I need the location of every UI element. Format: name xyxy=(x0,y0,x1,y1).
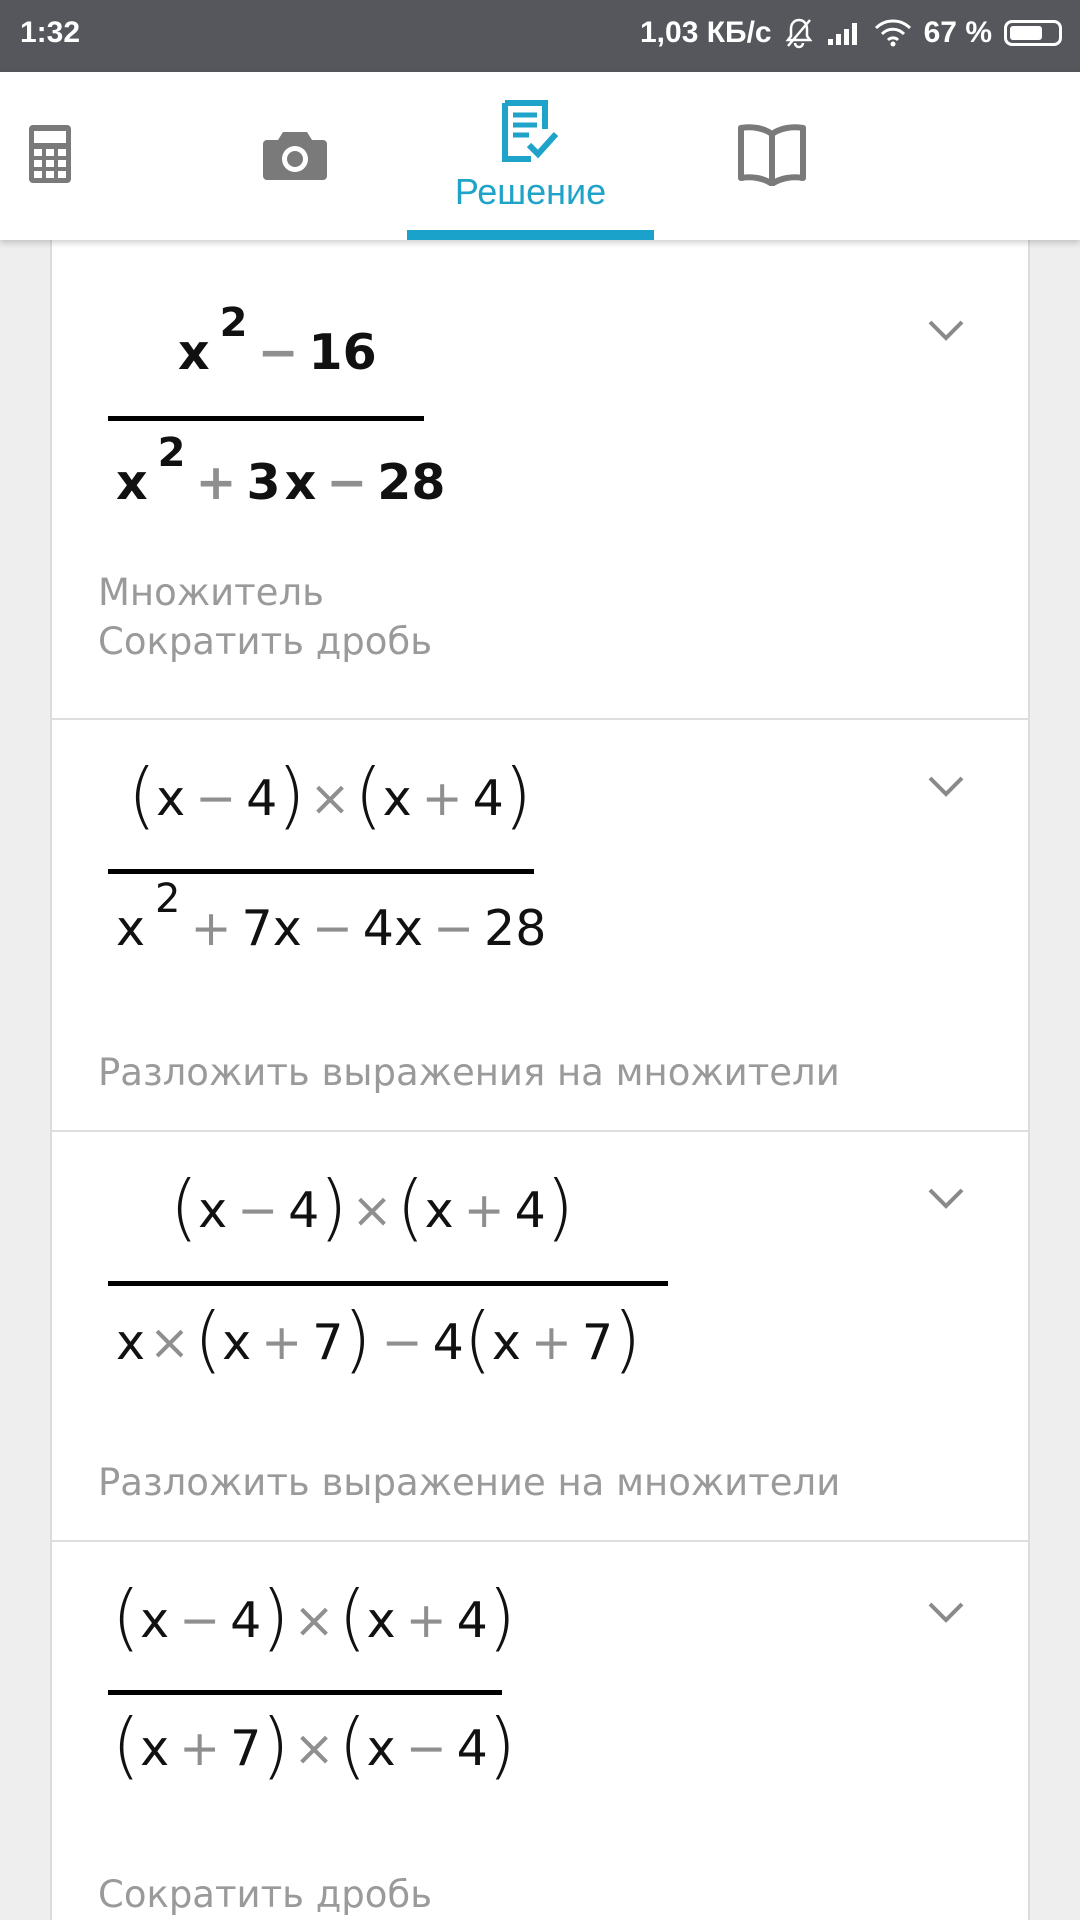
step-description-line: Разложить выражения на множители xyxy=(98,1051,840,1094)
math-token: ( xyxy=(112,1703,141,1787)
status-time: 1:32 xyxy=(20,16,81,49)
step-numerator xyxy=(112,1575,516,1659)
math-token: 7 xyxy=(581,1313,614,1371)
tab-bar xyxy=(0,72,1080,240)
calculator-icon xyxy=(27,123,73,189)
math-token: 28 xyxy=(377,454,446,511)
math-token: x xyxy=(140,1591,170,1649)
tab-solution-label: Решение xyxy=(454,171,607,212)
math-token: ) xyxy=(613,1297,642,1381)
math-token: x xyxy=(382,769,412,827)
solution-steps xyxy=(50,240,1030,1920)
math-token: × xyxy=(293,1719,335,1777)
math-token: − xyxy=(195,769,237,827)
math-token: 3 xyxy=(246,454,281,511)
math-token: ) xyxy=(343,1297,372,1381)
math-token: + xyxy=(421,769,463,827)
battery-percent: 67 % xyxy=(923,16,992,49)
math-token: 4 xyxy=(514,1181,546,1239)
math-token: − xyxy=(432,900,475,957)
step-denominator xyxy=(116,1297,642,1381)
math-token: x xyxy=(198,1181,228,1239)
math-token: − xyxy=(179,1591,221,1649)
math-token: x xyxy=(116,454,148,511)
math-token: ( xyxy=(338,1703,367,1787)
math-token: + xyxy=(405,1591,447,1649)
math-token: 4 xyxy=(246,769,278,827)
chevron-down-icon[interactable] xyxy=(926,1600,966,1624)
math-token: ( xyxy=(112,1575,141,1659)
math-token: 7 xyxy=(230,1719,262,1777)
math-token: 16 xyxy=(308,324,377,381)
solution-step[interactable] xyxy=(52,1130,1028,1542)
math-token: + xyxy=(179,1719,221,1777)
signal-icon xyxy=(826,19,862,47)
math-token: ) xyxy=(503,753,532,837)
math-token: ( xyxy=(194,1297,223,1381)
network-speed: 1,03 КБ/с xyxy=(639,16,772,49)
math-token: 4 xyxy=(472,769,504,827)
step-denominator xyxy=(112,1703,516,1787)
math-token: x xyxy=(366,1719,396,1777)
math-token: x xyxy=(156,769,186,827)
math-token: 4 xyxy=(456,1719,488,1777)
solution-step[interactable] xyxy=(52,1540,1028,1920)
math-token: − xyxy=(381,1313,423,1371)
math-token: ) xyxy=(319,1165,348,1249)
math-token: x xyxy=(222,1313,252,1371)
math-token: ( xyxy=(396,1165,425,1249)
fraction-bar xyxy=(108,1281,668,1286)
step-description-line: Сократить дробь xyxy=(98,1873,433,1916)
solution-step[interactable] xyxy=(52,240,1028,720)
step-description xyxy=(98,1458,840,1507)
math-token: 4 xyxy=(432,1313,464,1371)
math-token: 7x xyxy=(241,900,302,957)
wifi-icon xyxy=(874,19,912,47)
tab-book[interactable] xyxy=(722,72,822,240)
math-token: 4 xyxy=(230,1591,262,1649)
fraction-bar xyxy=(108,869,534,874)
math-token: − xyxy=(237,1181,279,1239)
battery-icon xyxy=(1004,20,1062,46)
math-token: 28 xyxy=(484,900,547,957)
math-token: x xyxy=(178,324,210,381)
math-token: × xyxy=(293,1591,335,1649)
math-token: ( xyxy=(463,1297,492,1381)
math-token: x xyxy=(491,1313,521,1371)
chevron-down-icon[interactable] xyxy=(926,318,966,342)
math-token: x xyxy=(366,1591,396,1649)
step-description xyxy=(98,1048,840,1097)
fraction-bar xyxy=(108,416,424,421)
step-numerator xyxy=(170,1165,574,1249)
solution-step[interactable] xyxy=(52,718,1028,1132)
math-token: × xyxy=(351,1181,393,1239)
step-description-line: Множитель xyxy=(98,571,324,614)
chevron-down-icon[interactable] xyxy=(926,774,966,798)
math-token: x xyxy=(424,1181,454,1239)
math-token: × xyxy=(149,1313,191,1371)
math-token: 4x xyxy=(362,900,423,957)
step-description xyxy=(98,568,432,666)
tab-calculator[interactable] xyxy=(0,72,100,240)
math-token: ) xyxy=(487,1703,516,1787)
math-token: ) xyxy=(261,1703,290,1787)
book-icon xyxy=(737,122,807,190)
math-token: ) xyxy=(277,753,306,837)
math-token: 4 xyxy=(456,1591,488,1649)
math-token: 2 xyxy=(219,299,248,346)
math-token: 7 xyxy=(312,1313,344,1371)
active-tab-indicator xyxy=(407,230,654,240)
math-token: ( xyxy=(170,1165,199,1249)
step-numerator xyxy=(128,753,532,837)
math-token: ( xyxy=(128,753,157,837)
status-bar xyxy=(0,0,1080,72)
chevron-down-icon[interactable] xyxy=(926,1186,966,1210)
step-description-line: Разложить выражение на множители xyxy=(98,1461,841,1504)
step-description xyxy=(98,1870,432,1919)
step-denominator xyxy=(116,875,547,957)
muted-bell-icon xyxy=(784,17,814,49)
math-token: ( xyxy=(354,753,383,837)
math-token: ) xyxy=(261,1575,290,1659)
tab-camera[interactable] xyxy=(245,72,345,240)
math-token: + xyxy=(463,1181,505,1239)
math-token: x xyxy=(140,1719,170,1777)
step-numerator xyxy=(178,299,377,381)
step-description-line: Сократить дробь xyxy=(98,620,433,663)
camera-icon xyxy=(263,126,327,186)
math-token: − xyxy=(405,1719,447,1777)
math-token: x xyxy=(116,900,145,957)
math-token: − xyxy=(257,324,299,381)
math-token: − xyxy=(311,900,353,957)
solution-icon xyxy=(499,99,563,167)
math-token: + xyxy=(190,900,232,957)
math-token: + xyxy=(195,454,237,511)
tab-solution[interactable] xyxy=(407,72,654,240)
math-token: 2 xyxy=(155,875,181,922)
math-token: x xyxy=(284,454,317,511)
fraction-bar xyxy=(108,1690,502,1695)
math-token: 2 xyxy=(157,429,186,476)
math-token: × xyxy=(309,769,351,827)
math-token: ) xyxy=(487,1575,516,1659)
step-denominator xyxy=(116,429,446,511)
math-token: + xyxy=(261,1313,303,1371)
math-token: − xyxy=(326,454,368,511)
math-token: + xyxy=(530,1313,572,1371)
math-token: 4 xyxy=(288,1181,320,1239)
math-token: ) xyxy=(545,1165,574,1249)
math-token: x xyxy=(116,1313,145,1371)
math-token: ( xyxy=(338,1575,367,1659)
